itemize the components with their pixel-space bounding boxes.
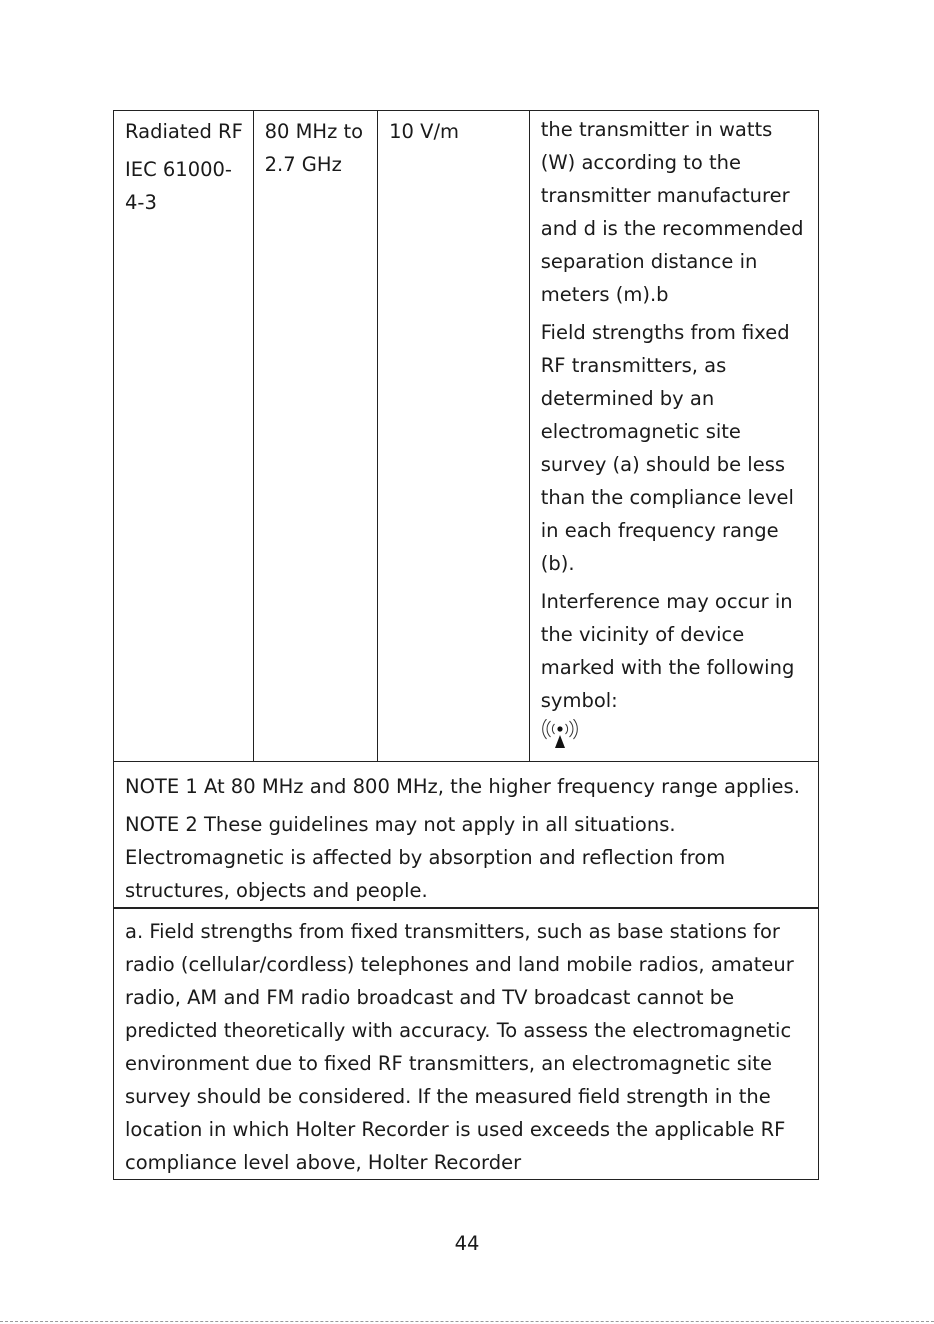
compliance-level-text: 10 V/m — [389, 120, 460, 143]
page-number: 44 — [454, 1232, 480, 1255]
notes-cell — [114, 762, 819, 909]
guidance-paragraph: Field strengths from fixed RF transmitters, as determined by an electromagnetic site survey (a) should be less than the compliance level in each frequency range (b). — [540, 321, 794, 575]
test-level-text: 80 MHz to 2.7 GHz — [264, 120, 364, 176]
phenomenon-cell — [114, 111, 254, 762]
footnote-cell — [114, 908, 819, 1180]
guidance-paragraph: Interference may occur in the vicinity of device marked with the following symbol: — [540, 590, 795, 712]
non-ionizing-radiation-icon — [541, 719, 579, 761]
table-row — [114, 111, 819, 762]
note-1: NOTE 1 At 80 MHz and 800 MHz, the higher frequency range applies. — [125, 775, 800, 798]
guidance-cell — [529, 111, 818, 762]
phenomenon-standard: IEC 61000-4-3 — [125, 158, 232, 214]
notes-row — [114, 762, 819, 909]
guidance-paragraph: the transmitter in watts (W) according to the transmitter manufacturer and d is the recommended separation distance in meters (m).b — [540, 118, 804, 306]
compliance-level-cell — [378, 111, 530, 762]
phenomenon-name: Radiated RF — [125, 120, 243, 143]
note-2: NOTE 2 These guidelines may not apply in all situations. Electromagnetic is affected by absorption and reflection from structures, objects and people. — [125, 813, 726, 902]
footnote-a: a. Field strengths from fixed transmitters, such as base stations for radio (cellular/cordless) telephones and land mobile radios, amateur radio, AM and FM radio broadcast and TV broadcast cannot be predicted theoretically with accuracy. To assess the electromagnetic environment due to fixed RF transmitters, an electromagnetic site survey should be considered. If the measured field strength in the location in which Holter Recorder is used exceeds the applicable RF compliance level above, Holter Recorder — [125, 920, 794, 1174]
page-edge-rule — [0, 1321, 934, 1322]
emc-guidance-table — [113, 110, 819, 1180]
test-level-cell — [253, 111, 378, 762]
footnote-row — [114, 908, 819, 1180]
